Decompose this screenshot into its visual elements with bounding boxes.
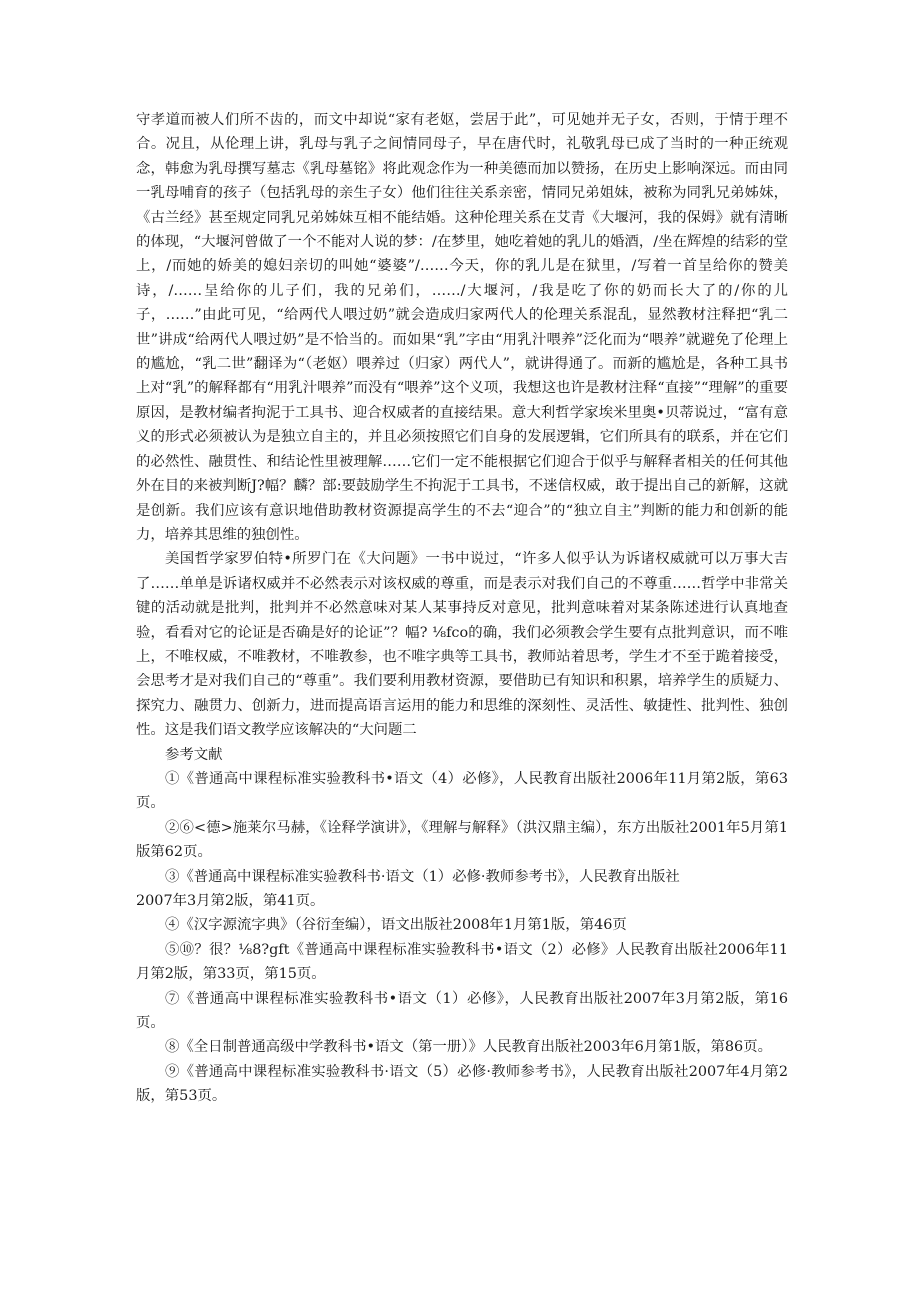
reference-item: ①《普通高中课程标准实验教科书•语文（4）必修》，人民教育出版社2006年11月第2版，第63页。	[136, 770, 788, 812]
reference-item: ②⑥<德>施莱尔马赫，《诠释学演讲》，《理解与解释》（洪汉鼎主编），东方出版社2001年5月第1版第62页。	[136, 819, 788, 861]
references-heading: 参考文献	[165, 746, 223, 763]
reference-item: ④《汉字源流字典》（谷衍奎编），语文出版社2008年1月第1版，第46页	[165, 917, 627, 934]
reference-item: ⑤⑩？很？⅛8?gft《普通高中课程标准实验教科书•语文（2）必修》人民教育出版社2006年11月第2版，第33页，第15页。	[136, 941, 788, 983]
body-paragraph-2: 美国哲学家罗伯特•所罗门在《大问题》一书中说过，“许多人似乎认为诉诸权威就可以万事大吉了……单单是诉诸权威并不必然表示对该权威的尊重，而是表示对我们自己的不尊重……哲学中非常关键的活动就是批判，批判并不必然意味对某人某事持反对意见，批判意味着对某条陈述进行认真地查验，看看对它的论证是否确是好的论证”？幅? ⅛fco的确，我们必须教会学生要有点批判意识，而不唯上，不唯权威，不唯教材，不唯教参，也不唯字典等工具书，教师站着思考，学生才不至于跪着接受，会思考才是对我们自己的“尊重”。我们要利用教材资源，要借助已有知识和积累，培养学生的质疑力、探究力、融贯力、创新力，进而提高语言运用的能力和思维的深刻性、灵活性、敏捷性、批判性、独创性。这是我们语文教学应该解决的“大问题二	[136, 551, 788, 739]
reference-item: ③《普通高中课程标准实验教科书·语文（1）必修·教师参考书》，人民教育出版社	[165, 868, 680, 885]
reference-item: ⑧《全日制普通高级中学教科书•语文（第一册）》人民教育出版社2003年6月第1版，第86页。	[165, 1039, 772, 1056]
reference-item-continuation: 2007年3月第2版，第41页。	[136, 893, 325, 909]
body-paragraph-1: 守孝道而被人们所不齿的，而文中却说“家有老妪，尝居于此”，可见她并无子女，否则，于情于理不合。况且，从伦理上讲，乳母与乳子之间情同母子，早在唐代时，礼敬乳母已成了当时的一种正统观念，韩愈为乳母撰写墓志《乳母墓铭》将此观念作为一种美德而加以赞扬，在历史上影响深远。而由同一乳母哺育的孩子（包括乳母的亲生子女）他们往往关系亲密，情同兄弟姐妹，被称为同乳兄弟姊妹，《古兰经》甚至规定同乳兄弟姊妹互相不能结婚。这种伦理关系在艾青《大堰河，我的保姆》就有清晰的体现，“大堰河曾做了一个不能对人说的梦：/在梦里，她吃着她的乳儿的婚酒，/坐在辉煌的结彩的堂上，/而她的娇美的媳妇亲切的叫她“婆婆”/……今天，你的乳儿是在狱里，/写着一首呈给你的赞美诗，/……呈给你的儿子们，我的兄弟们，……/大堰河，/我是吃了你的奶而长大了的/你的儿子，……”由此可见，“给两代人喂过奶”就会造成归家两代人的伦理关系混乱，显然教材注释把“乳二世”讲成“给两代人喂过奶”是不恰当的。而如果“乳”字由“用乳汁喂养”泛化而为“喂养”就避免了伦理上的尴尬，“乳二世”翻译为“（老妪）喂养过（归家）两代人”，就讲得通了。而新的尴尬是，各种工具书上对“乳”的解释都有“用乳汁喂养”而没有“喂养”这个义项，我想这也许是教材注释“直接”“理解”的重要原因，是教材编者拘泥于工具书、迎合权威者的直接结果。意大利哲学家埃米里奥•贝蒂说过，“富有意义的形式必须被认为是独立自主的，并且必须按照它们自身的发展逻辑，它们所具有的联系，并在它们的必然性、融贯性、和结论性里被理解……它们一定不能根据它们迎合于似乎与解释者相关的任何其他外在目的来被判断J?幅？麟？部:要鼓励学生不拘泥于工具书，不迷信权威，敢于提出自己的新解，这就是创新。我们应该有意识地借助教材资源提高学生的不去“迎合”的“独立自主”判断的能力和创新的能力，培养其思维的独创性。	[136, 112, 788, 543]
reference-item: ⑨《普通高中课程标准实验教科书·语文（5）必修·教师参考书》，人民教育出版社2007年4月第2版，第53页。	[136, 1063, 788, 1105]
document-page	[136, 108, 788, 1109]
reference-item: ⑦《普通高中课程标准实验教科书•语文（1）必修》，人民教育出版社2007年3月第2版，第16页。	[136, 990, 788, 1032]
